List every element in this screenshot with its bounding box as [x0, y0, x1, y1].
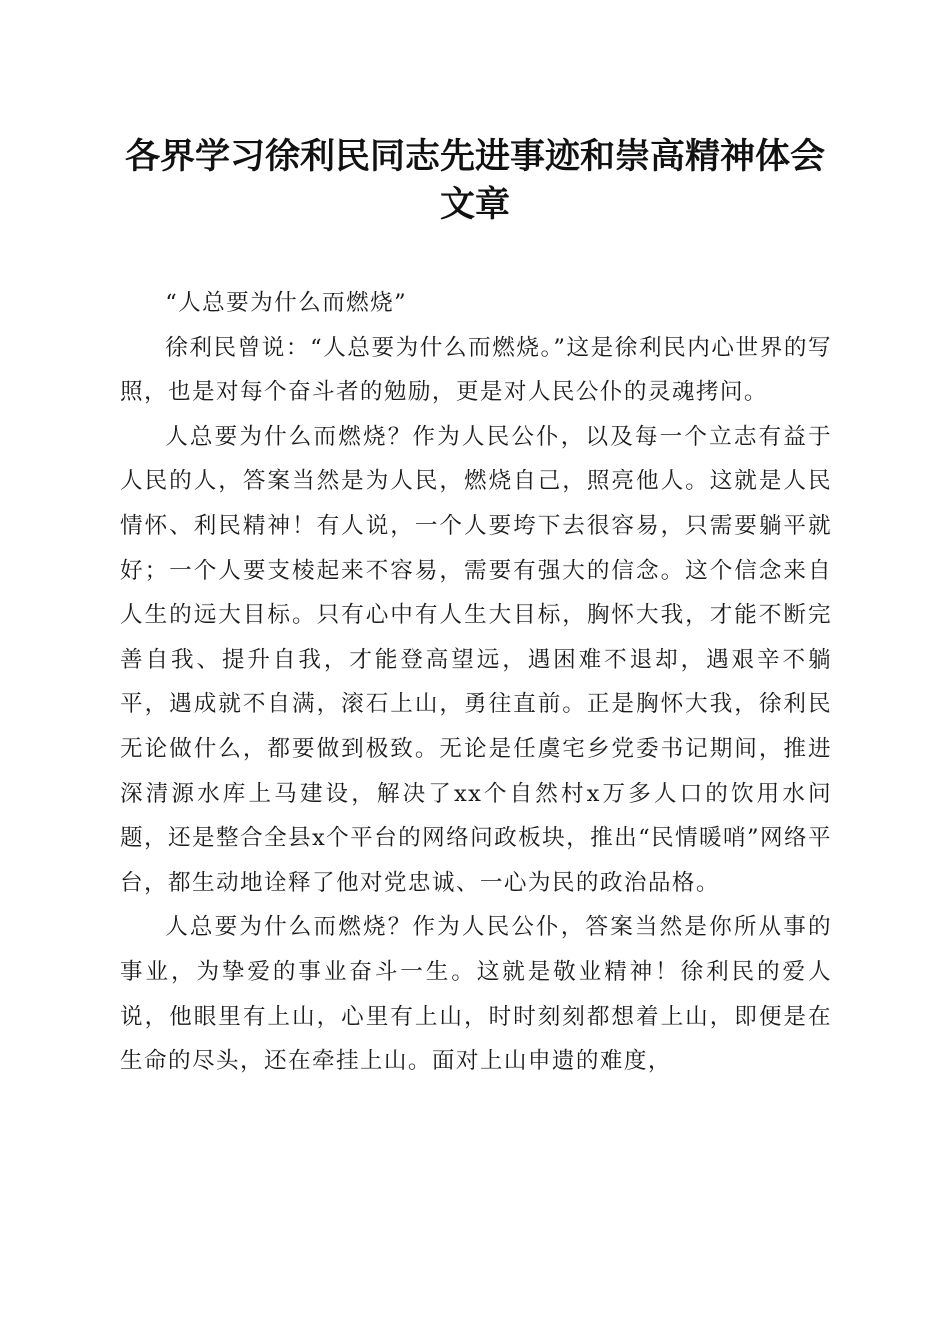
section-subheading: “人总要为什么而燃烧” [165, 290, 408, 316]
paragraph-1: 徐利民曾说：“人总要为什么而燃烧。”这是徐利民内心世界的写照，也是对每个奋斗者的勉励，更是对人民公仆的灵魂拷问。 [120, 334, 832, 406]
title-line-2: 文章 [439, 184, 510, 225]
title-line-1: 各界学习徐利民同志先进事迹和崇高精神体会 [124, 136, 825, 177]
document-title [100, 133, 850, 229]
paragraph-2: 人总要为什么而燃烧？作为人民公仆，以及每一个立志有益于人民的人，答案当然是为人民，燃烧自己，照亮他人。这就是人民情怀、利民精神！有人说，一个人要垮下去很容易，只需要躺平就好；一个人要支棱起来不容易，需要有强大的信念。这个信念来自人生的远大目标。只有心中有人生大目标，胸怀大我，才能不断完善自我、提升自我，才能登高望远，遇困难不退却，遇艰辛不躺平，遇成就不自满，滚石上山，勇往直前。正是胸怀大我，徐利民无论做什么，都要做到极致。无论是任虞宅乡党委书记期间，推进深清源水库上马建设，解决了xx个自然村x万多人口的饮用水问题，还是整合全县x个平台的网络问政板块，推出“民情暖哨”网络平台，都生动地诠释了他对党忠诚、一心为民的政治品格。 [120, 423, 832, 896]
document-body [120, 281, 832, 1084]
paragraph-3: 人总要为什么而燃烧？作为人民公仆，答案当然是你所从事的事业，为挚爱的事业奋斗一生。这就是敬业精神！徐利民的爱人说，他眼里有上山，心里有上山，时时刻刻都想着上山，即便是在生命的尽头，还在牵挂上山。面对上山申遗的难度， [120, 914, 832, 1075]
